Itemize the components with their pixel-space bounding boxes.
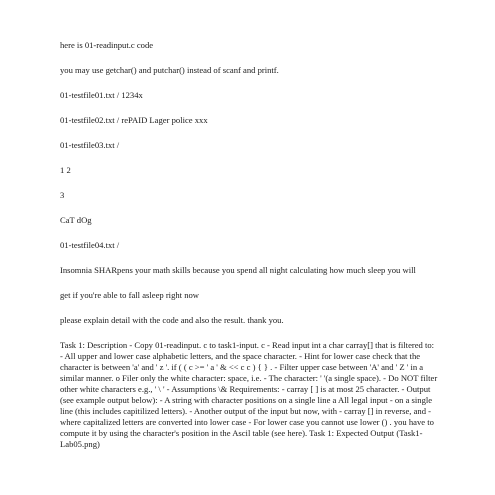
line-cat-dog: CaT dOg [60, 215, 92, 225]
line-three: 3 [60, 190, 65, 200]
task-description: Task 1: Description - Copy 01-readinput. c to task1-input. c - Read input int a char carray[] that is filtered to: - All upper and lower case alphabetic letters, and the space character. - Hint for lower case check that the character is between 'a' and ' z '. if ( ( c >= ' a ' & << c c ) { } . - Filter upper case between 'A' and ' Z ' in a similar manner. o Filer only the white character: space, i.e. - The character: ' '(a single space). - Do NOT filter other white characters e.g., ' \ ' - Assumptions \& Requirements: - carray [ ] is at most 25 character. - Output (see example output below): - A string with character positions on a single line a All legal input - on a single line (this includes capitilized letters). - Another output of the input but now, with - carray [] in reverse, and - where capitalized letters are converted into lower case - For lower case you cannot use lower () . you have to compute it by using the character's position in the Ascil table (see here). Task 1: Expected Output (Task1-Lab05.png) [60, 340, 438, 449]
intro-text: here is 01-readinput.c code [60, 40, 154, 50]
asleep-text: get if you're able to fall asleep right now [60, 290, 200, 300]
document-body [60, 40, 438, 464]
line-one-two: 1 2 [60, 165, 71, 175]
insomnia-text: Insomnia SHARpens your math skills because you spend all night calculating how much sleep you will [60, 265, 416, 275]
note-text: you may use getchar() and putchar() instead of scanf and printf. [60, 65, 279, 75]
testfile-03: 01-testfile03.txt / [60, 140, 120, 150]
testfile-04: 01-testfile04.txt / [60, 240, 120, 250]
testfile-02: 01-testfile02.txt / rePAID Lager police xxx [60, 115, 208, 125]
request-text: please explain detail with the code and also the result. thank you. [60, 315, 284, 325]
testfile-01: 01-testfile01.txt / 1234x [60, 90, 143, 100]
